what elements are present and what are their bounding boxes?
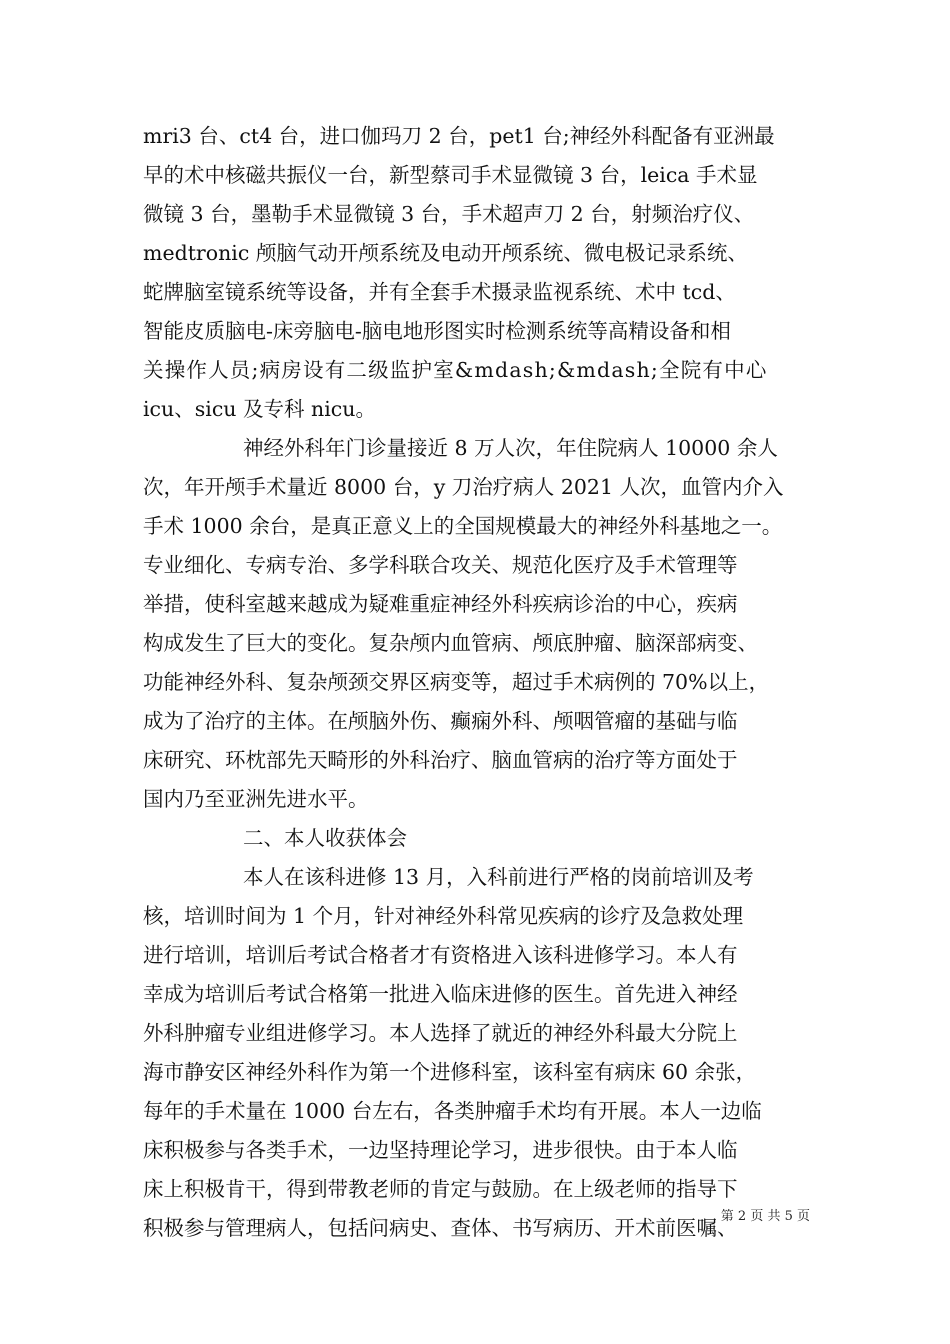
text-line: 床研究、环枕部先天畸形的外科治疗、脑血管病的治疗等方面处于 xyxy=(143,748,738,772)
text-line: 专业细化、专病专治、多学科联合攻关、规范化医疗及手术管理等 xyxy=(143,553,738,577)
text-line: 智能皮质脑电-床旁脑电-脑电地形图实时检测系统等高精设备和相 xyxy=(143,319,731,343)
text-line: 关操作人员;病房设有二级监护室&mdash;&mdash;全院有中心 xyxy=(143,358,768,382)
text-line: 核，培训时间为 1 个月，针对神经外科常见疾病的诊疗及急救处理 xyxy=(143,904,744,928)
text-line: 海市静安区神经外科作为第一个进修科室，该科室有病床 60 余张， xyxy=(143,1060,757,1084)
text-line: icu、sicu 及专科 nicu。 xyxy=(143,397,376,421)
text-line: 幸成为培训后考试合格第一批进入临床进修的医生。首先进入神经 xyxy=(143,982,738,1006)
page-number: 第 2 页 共 5 页 xyxy=(720,1209,810,1224)
text-line: medtronic 颅脑气动开颅系统及电动开颅系统、微电极记录系统、 xyxy=(143,241,748,265)
text-line: 手术 1000 余台，是真正意义上的全国规模最大的神经外科基地之一。 xyxy=(143,514,783,538)
text-line: 床上积极肯干，得到带教老师的肯定与鼓励。在上级老师的指导下 xyxy=(143,1177,738,1201)
text-line: 成为了治疗的主体。在颅脑外伤、癫痫外科、颅咽管瘤的基础与临 xyxy=(143,709,738,733)
paragraph-first-line: 本人在该科进修 13 月，入科前进行严格的岗前培训及考 xyxy=(243,865,754,889)
text-line: 次，年开颅手术量近 8000 台，y 刀治疗病人 2021 人次，血管内介入 xyxy=(143,475,784,499)
text-line: 微镜 3 台，墨勒手术显微镜 3 台，手术超声刀 2 台，射频治疗仪、 xyxy=(143,202,755,226)
text-line: 举措，使科室越来越成为疑难重症神经外科疾病诊治的中心，疾病 xyxy=(143,592,738,616)
text-line: mri3 台、ct4 台，进口伽玛刀 2 台，pet1 台;神经外科配备有亚洲最 xyxy=(143,124,775,148)
text-line: 蛇牌脑室镜系统等设备，并有全套手术摄录监视系统、术中 tcd、 xyxy=(143,280,736,304)
text-line: 每年的手术量在 1000 台左右，各类肿瘤手术均有开展。本人一边临 xyxy=(143,1099,762,1123)
paragraph-first-line: 神经外科年门诊量接近 8 万人次，年住院病人 10000 余人 xyxy=(243,436,778,460)
section-heading: 二、本人收获体会 xyxy=(243,826,407,850)
text-line: 功能神经外科、复杂颅颈交界区病变等，超过手术病例的 70%以上， xyxy=(143,670,770,694)
text-line: 早的术中核磁共振仪一台，新型蔡司手术显微镜 3 台，leica 手术显 xyxy=(143,163,758,187)
text-line: 积极参与管理病人，包括问病史、查体、书写病历、开术前医嘱、 xyxy=(143,1216,738,1240)
text-line: 床积极参与各类手术，一边坚持理论学习，进步很快。由于本人临 xyxy=(143,1138,738,1162)
text-line: 进行培训，培训后考试合格者才有资格进入该科进修学习。本人有 xyxy=(143,943,738,967)
text-line: 国内乃至亚洲先进水平。 xyxy=(143,787,369,811)
text-line: 构成发生了巨大的变化。复杂颅内血管病、颅底肿瘤、脑深部病变、 xyxy=(143,631,758,655)
text-line: 外科肿瘤专业组进修学习。本人选择了就近的神经外科最大分院上 xyxy=(143,1021,738,1045)
